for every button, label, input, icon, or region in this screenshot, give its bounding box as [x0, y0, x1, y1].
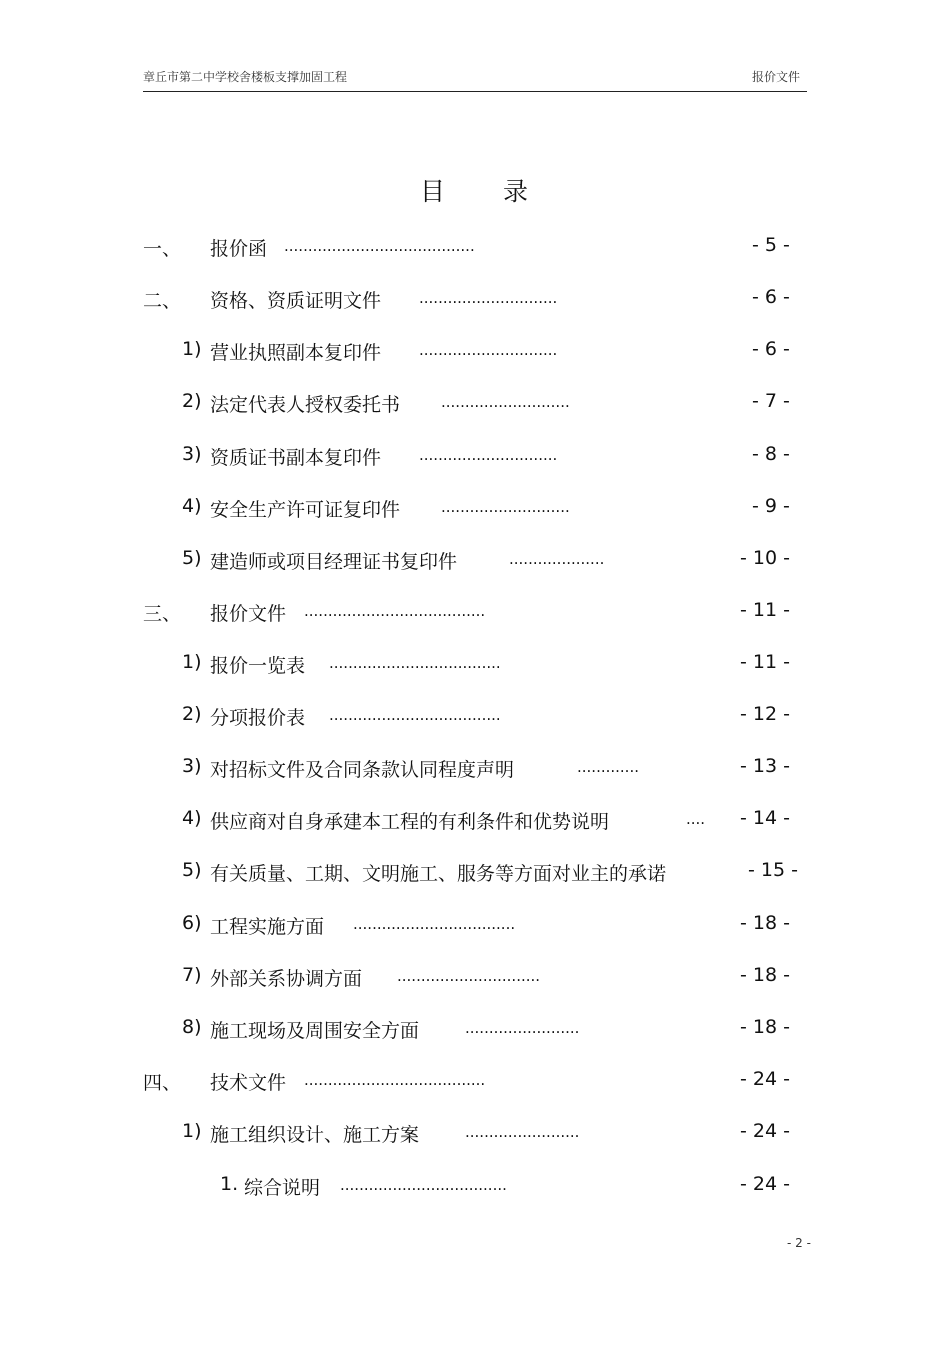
toc-entry-leader: ...................................... — [304, 602, 486, 620]
toc-entry-leader: .... — [686, 810, 706, 828]
toc-entry-title: 法定代表人授权委托书 — [210, 394, 401, 416]
toc-entry-page: - 15 - — [748, 859, 798, 881]
toc-entry-title: 资格、资质证明文件 — [210, 290, 382, 312]
toc-entry-number: 3) — [182, 443, 202, 465]
toc-entry-title: 外部关系协调方面 — [210, 968, 363, 990]
toc-entry-number: 2) — [182, 703, 202, 725]
toc-entry-page: - 11 - — [740, 599, 790, 621]
toc-entry-title: 施工组织设计、施工方案 — [210, 1124, 420, 1146]
toc-entry-leader: .................................... — [329, 654, 501, 672]
toc-entry-number: 2) — [182, 390, 202, 412]
toc-entry[interactable] — [0, 807, 950, 833]
toc-entry-number: 1) — [182, 338, 202, 360]
toc-entry-number: 4) — [182, 807, 202, 829]
toc-entry-page: - 9 - — [752, 495, 790, 517]
toc-entry-page: - 7 - — [752, 390, 790, 412]
toc-entry-title: 建造师或项目经理证书复印件 — [210, 551, 458, 573]
toc-entry-title: 报价文件 — [210, 603, 287, 625]
toc-entry-page: - 24 - — [740, 1173, 790, 1195]
toc-entry-leader: ........................ — [465, 1019, 580, 1037]
toc-entry[interactable] — [0, 964, 950, 990]
toc-entry-number: 1) — [182, 1120, 202, 1142]
toc-entry-title: 资质证书副本复印件 — [210, 447, 382, 469]
header-rule — [143, 91, 807, 92]
toc-entry-number: 一、 — [143, 238, 182, 260]
toc-entry-title: 施工现场及周围安全方面 — [210, 1020, 420, 1042]
toc-entry-page: - 18 - — [740, 912, 790, 934]
toc-entry[interactable] — [0, 755, 950, 781]
toc-entry-number: 8) — [182, 1016, 202, 1038]
toc-entry-leader: .................... — [509, 550, 605, 568]
toc-entry-page: - 18 - — [740, 964, 790, 986]
toc-entry[interactable] — [0, 547, 950, 573]
toc-entry-leader: ........................................ — [284, 237, 475, 255]
toc-entry-number: 二、 — [143, 290, 182, 312]
toc-entry-number: 5) — [182, 859, 202, 881]
toc-entry[interactable] — [0, 234, 950, 260]
toc-entry-number: 1. — [220, 1173, 239, 1195]
toc-entry-page: - 6 - — [752, 286, 790, 308]
toc-entry-title: 分项报价表 — [210, 707, 306, 729]
toc-entry[interactable] — [0, 599, 950, 625]
toc-entry[interactable] — [0, 443, 950, 469]
toc-entry-leader: ........................ — [465, 1123, 580, 1141]
toc-entry-leader: ............................. — [419, 341, 558, 359]
toc-entry-number: 4) — [182, 495, 202, 517]
toc-entry-title: 工程实施方面 — [210, 916, 325, 938]
toc-entry-page: - 8 - — [752, 443, 790, 465]
toc-entry-page: - 12 - — [740, 703, 790, 725]
toc-entry-page: - 18 - — [740, 1016, 790, 1038]
toc-entry-leader: ............................. — [419, 289, 558, 307]
toc-entry-leader: ............. — [577, 758, 639, 776]
toc-entry-title: 报价函 — [210, 238, 268, 260]
toc-entry[interactable] — [0, 390, 950, 416]
toc-entry-number: 5) — [182, 547, 202, 569]
toc-entry[interactable] — [0, 859, 950, 885]
toc-entry[interactable] — [0, 495, 950, 521]
toc-entry-number: 三、 — [143, 603, 182, 625]
toc-entry-number: 7) — [182, 964, 202, 986]
toc-entry-title: 营业执照副本复印件 — [210, 342, 382, 364]
header-section: 报价文件 — [752, 70, 801, 84]
toc-entry-page: - 5 - — [752, 234, 790, 256]
toc-entry-page: - 11 - — [740, 651, 790, 673]
toc-entry[interactable] — [0, 1120, 950, 1146]
toc-entry-leader: .................................... — [329, 706, 501, 724]
toc-entry[interactable] — [0, 703, 950, 729]
toc-entry-page: - 24 - — [740, 1120, 790, 1142]
toc-entry-leader: ........................... — [441, 498, 570, 516]
toc-entry-leader: .............................. — [397, 967, 541, 985]
toc-entry-number: 四、 — [143, 1072, 182, 1094]
toc-entry-leader: ............................. — [419, 446, 558, 464]
toc-entry-number: 6) — [182, 912, 202, 934]
toc-entry-title: 对招标文件及合同条款认同程度声明 — [210, 759, 515, 781]
toc-entry-page: - 24 - — [740, 1068, 790, 1090]
toc-entry[interactable] — [0, 1068, 950, 1094]
toc-entry-page: - 14 - — [740, 807, 790, 829]
toc-entry[interactable] — [0, 338, 950, 364]
toc-entry-page: - 13 - — [740, 755, 790, 777]
toc-entry[interactable] — [0, 1016, 950, 1042]
toc-entry-title: 技术文件 — [210, 1072, 287, 1094]
toc-entry[interactable] — [0, 286, 950, 312]
page-number: - 2 - — [787, 1236, 811, 1250]
toc-entry-title: 供应商对自身承建本工程的有利条件和优势说明 — [210, 811, 610, 833]
toc-entry-number: 3) — [182, 755, 202, 777]
toc-entry-number: 1) — [182, 651, 202, 673]
toc-entry-leader: .................................. — [353, 915, 516, 933]
toc-entry-leader: ...................................... — [304, 1071, 486, 1089]
header-title: 章丘市第二中学校舍楼板支撑加固工程 — [143, 70, 348, 84]
toc-entry-page: - 10 - — [740, 547, 790, 569]
toc-title: 目录 — [420, 177, 587, 206]
toc-entry-leader: ................................... — [340, 1176, 507, 1194]
toc-entry[interactable] — [0, 1173, 950, 1199]
toc-entry[interactable] — [0, 912, 950, 938]
toc-entry-title: 报价一览表 — [210, 655, 306, 677]
toc-entry-title: 安全生产许可证复印件 — [210, 499, 401, 521]
toc-entry-page: - 6 - — [752, 338, 790, 360]
toc-entry-title: 有关质量、工期、文明施工、服务等方面对业主的承诺 — [210, 863, 667, 885]
toc-entry-leader: ........................... — [441, 393, 570, 411]
toc-entry-title: 综合说明 — [244, 1177, 321, 1199]
toc-entry[interactable] — [0, 651, 950, 677]
